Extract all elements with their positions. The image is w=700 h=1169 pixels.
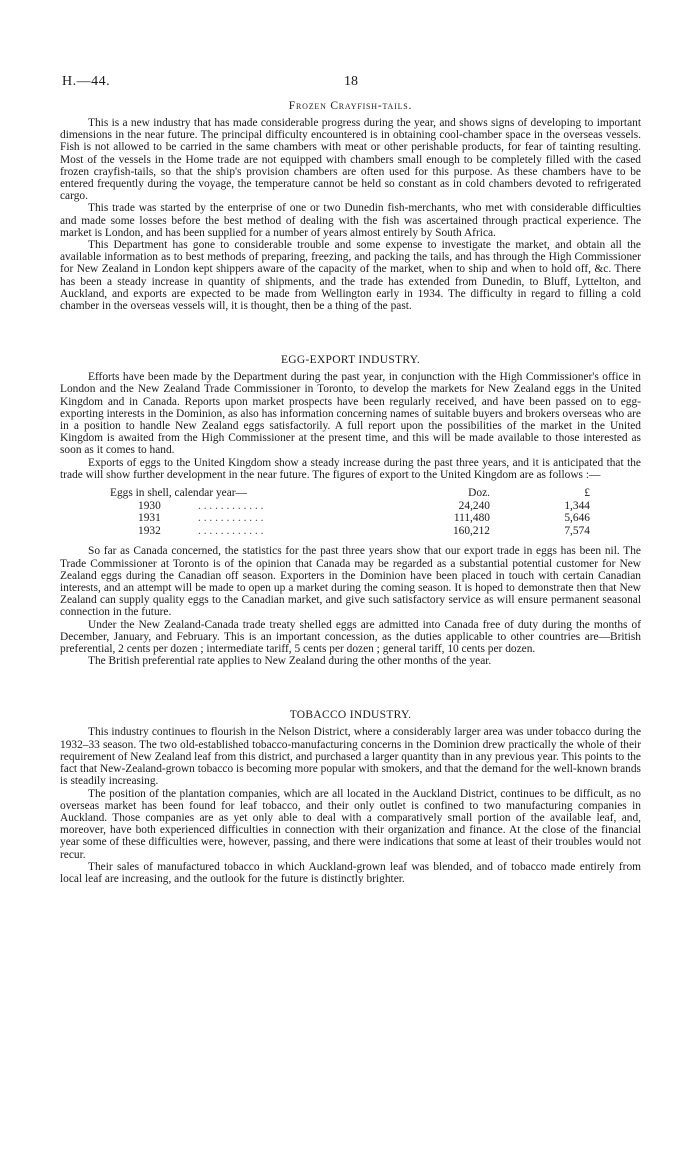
table-label: Eggs in shell, calendar year— xyxy=(110,487,247,500)
page-number: 18 xyxy=(344,74,358,89)
leader-dots: . . . . . . . . . . . . xyxy=(198,499,264,512)
paragraph: The position of the plantation companies, which are all located in the Auckland District, continues to be difficult, as no overseas market has been found for leaf tobacco, and their only outlet is confined to two manufacturing companies in Auckland. Those companies are as yet only able to deal with a comparatively small portion of the available leaf, and, moreover, have both experienced difficulties in connection with their organization and finance. At the close of the financial year some of these difficulties were, however, passing, and there were indications that some at least of their troubles would not recur. xyxy=(60,787,641,861)
paragraph: So far as Canada concerned, the statistics for the past three years show that our export trade in eggs has been nil. The Trade Commissioner at Toronto is of the opinion that Canada may be regarded as a substantial potential customer for New Zealand eggs during the Canadian off season. Exporters in the Dominion have been placed in touch with certain Canadian interests, and an attempt will be made to open up a market during the coming season. It is hoped to demonstrate then that New Zealand can supply quality eggs to the Canadian market, and give such satisfactory service as will ensure permanent seasonal connection in the future. xyxy=(60,545,641,619)
table-header-row xyxy=(60,487,590,500)
section-crayfish xyxy=(60,100,641,312)
leader-dots: . . . . . . . . . . . . xyxy=(198,512,264,525)
table-cell-pounds: 1,344 xyxy=(564,499,590,512)
paragraph: Exports of eggs to the United Kingdom show a steady increase during the past three years, and it is anticipated that the trade will show further development in the near future. The figures of export to the United Kingdom are as follows :— xyxy=(60,456,641,481)
table-cell-year: 1930 xyxy=(138,499,161,512)
section-tobacco xyxy=(60,709,641,885)
table-cell-year: 1931 xyxy=(138,512,161,525)
table-cell-doz: 24,240 xyxy=(458,499,490,512)
paragraph: Efforts have been made by the Department during the past year, in conjunction with the High Commissioner's office in London and the New Zealand Trade Commissioner in Toronto, to develop the markets for New Zealand eggs in the United Kingdom and in Canada. Reports upon market prospects have been regularly received, and have been passed on to egg-exporting interests in the Dominion, as also has information concerning names of suitable buyers and brokers overseas who are in a position to handle New Zealand eggs satisfactorily. A full report upon the possibilities of the market in the United Kingdom is awaited from the High Commissioner at the present time, and this will be made available to those interested as soon as it comes to hand. xyxy=(60,371,641,457)
egg-export-table xyxy=(60,487,590,537)
column-header-doz: Doz. xyxy=(468,487,490,500)
paragraph: Their sales of manufactured tobacco in which Auckland-grown leaf was blended, and of tobacco made entirely from local leaf are increasing, and the outlook for the future is distinctly brighter. xyxy=(60,860,641,885)
paragraph: This is a new industry that has made considerable progress during the year, and shows signs of developing to important dimensions in the near future. The principal difficulty encountered is in obtaining cool-chamber space in the overseas vessels. Fish is not allowed to be carried in the same chambers with meat or other perishable products, for fear of tainting resulting. Most of the vessels in the Home trade are not equipped with chambers small enough to be completely filled with the cased frozen crayfish-tails, so that the ship's provision chambers are often used for this purpose. As these chambers have to be entered frequently during the voyage, the temperature cannot be held so constant as in cold chambers devoted to refrigerated cargo. xyxy=(60,117,641,203)
table-cell-pounds: 5,646 xyxy=(564,512,590,525)
section-egg-export xyxy=(60,354,641,667)
table-cell-year: 1932 xyxy=(138,524,161,537)
section-title-crayfish: Frozen Crayfish-tails. xyxy=(288,100,413,112)
page-body xyxy=(60,100,641,885)
paragraph: This trade was started by the enterprise of one or two Dunedin fish-merchants, who met with considerable difficulties and made some losses before the best method of dealing with the fish was ascertained through practical experience. The market is London, and has been supplied for a number of years almost entirely by South Africa. xyxy=(60,202,641,239)
paragraph: Under the New Zealand-Canada trade treaty shelled eggs are admitted into Canada free of duty during the months of December, January, and February. This is an important concession, as the duties applicable to other countries are—British preferential, 2 cents per dozen ; intermediate tariff, 5 cents per dozen ; general tariff, 10 cents per dozen. xyxy=(60,618,641,656)
table-cell-doz: 160,212 xyxy=(452,524,490,537)
document-reference: H.—44. xyxy=(62,74,111,89)
table-row xyxy=(60,500,590,513)
table-row xyxy=(60,512,590,525)
section-title-egg-export: EGG-EXPORT INDUSTRY. xyxy=(280,354,421,367)
paragraph: The British preferential rate applies to New Zealand during the other months of the year. xyxy=(88,655,492,668)
table-cell-doz: 111,480 xyxy=(453,512,490,525)
leader-dots: . . . . . . . . . . . . xyxy=(198,524,264,537)
paragraph: This industry continues to flourish in the Nelson District, where a considerably larger area was under tobacco during the 1932–33 season. The two old-established tobacco-manufacturing concerns in the Dominion drew practically the whole of their requirement of New Zealand leaf from this district, and purchased a larger quantity than in any previous year. This points to the fact that New-Zealand-grown tobacco is becoming more popular with smokers, and that the demand for the well-known brands is steadily increasing. xyxy=(60,726,641,788)
paragraph: This Department has gone to considerable trouble and some expense to investigate the market, and obtain all the available information as to best methods of preparing, freezing, and packing the tails, and has through the High Commissioner for New Zealand in London kept shippers aware of the capacity of the market, when to ship and when to hold off, &c. There has been a steady increase in quantity of shipments, and the trade has extended from Dunedin, to Bluff, Lyttelton, and Auckland, and exports are expected to be made from Wellington early in 1934. The difficulty in regard to filling a cold chamber in the overseas vessels will, it is thought, then be a thing of the past. xyxy=(60,239,641,313)
table-cell-pounds: 7,574 xyxy=(564,524,590,537)
section-title-tobacco: TOBACCO INDUSTRY. xyxy=(289,709,412,722)
column-header-pounds: £ xyxy=(584,487,590,500)
table-row xyxy=(60,525,590,538)
